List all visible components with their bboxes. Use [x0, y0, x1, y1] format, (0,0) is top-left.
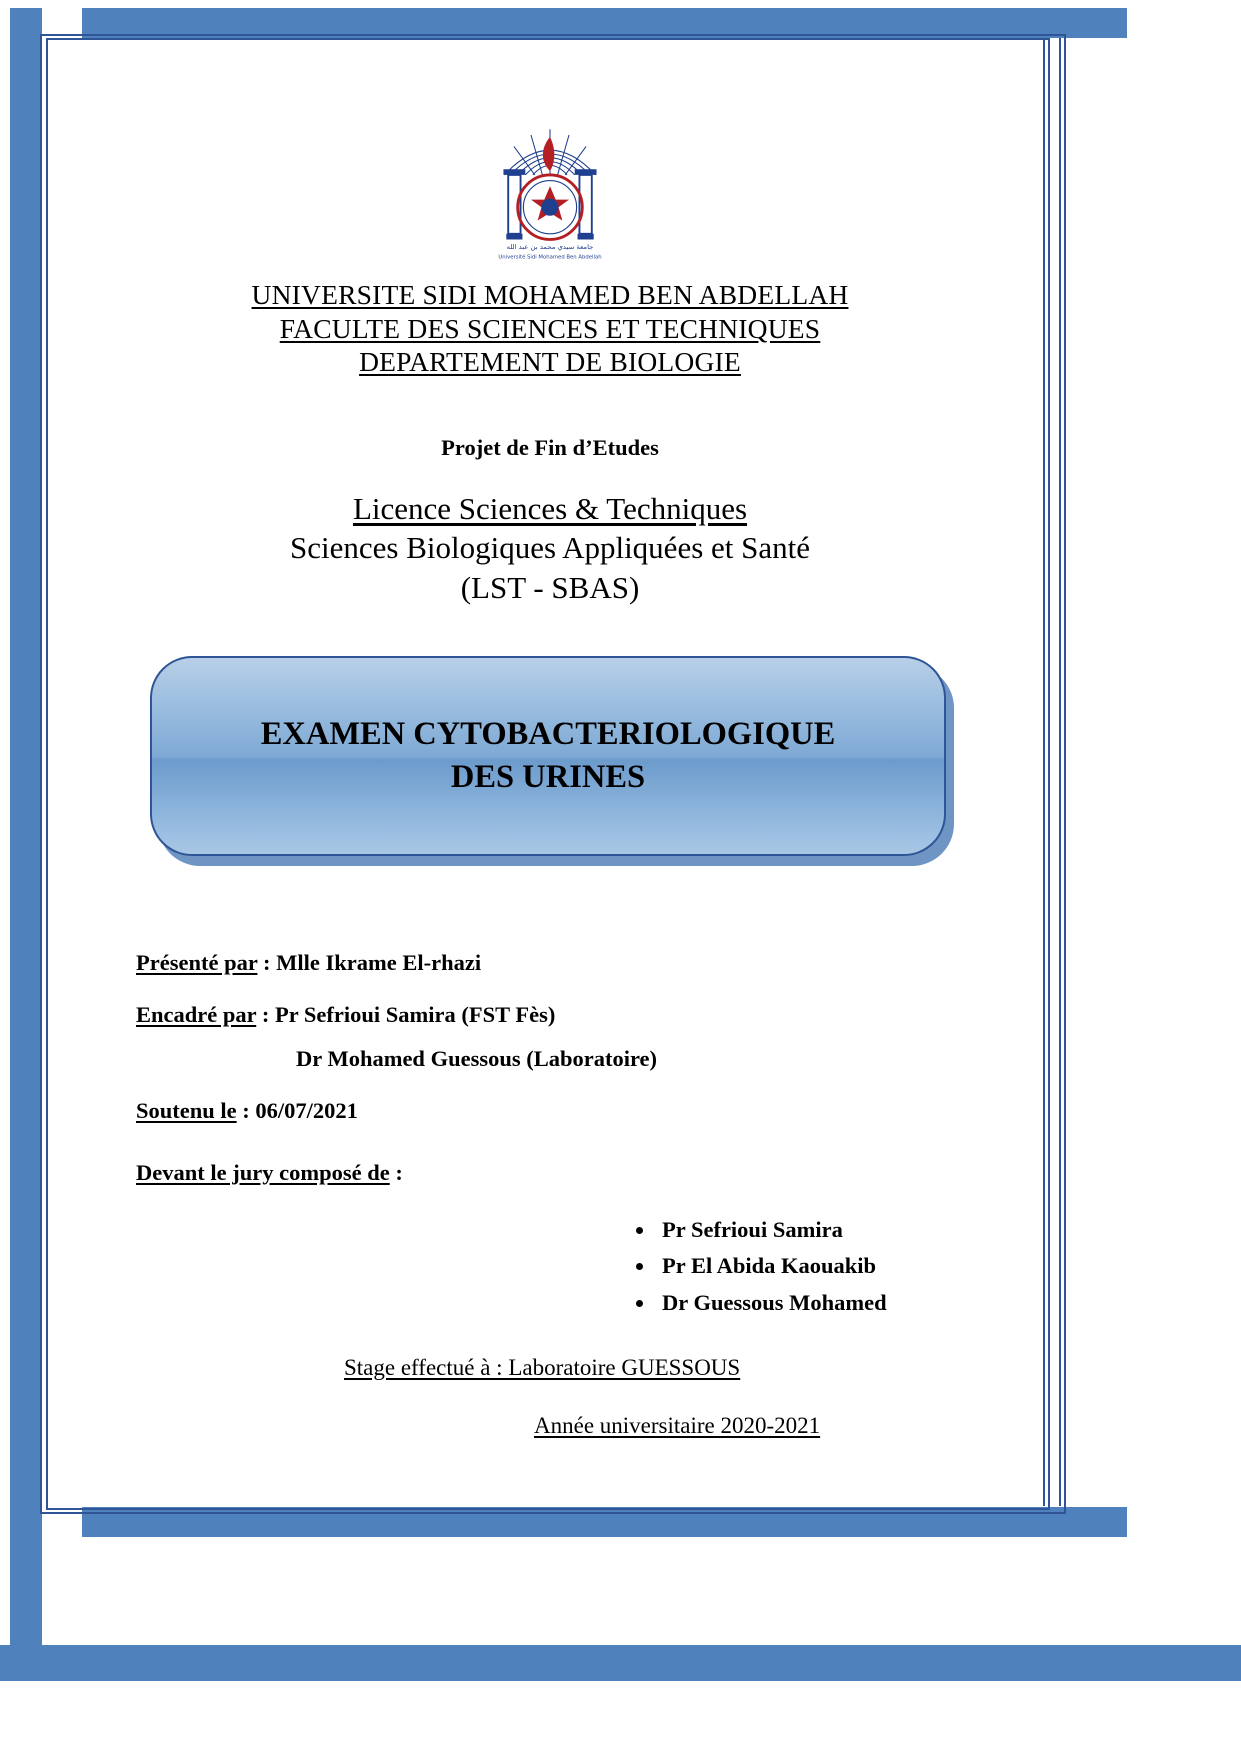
document-title [237, 713, 860, 798]
title-plaque-body [150, 656, 946, 856]
document-title-line-1: EXAMEN CYTOBACTERIOLOGIQUE [260, 716, 836, 753]
right-frame-stripe [1043, 38, 1061, 1506]
internship-text: Stage effectué à : Laboratoire GUESSOUS [344, 1354, 741, 1380]
university-line-2: FACULTE DES SCIENCES ET TECHNIQUES [279, 312, 821, 344]
supervisor-second-value: Dr Mohamed Guessous (Laboratoire) [296, 1045, 658, 1071]
degree-line-3: (LST - SBAS) [460, 569, 640, 605]
svg-text:Université Sidi Mohamed Ben Ab: Université Sidi Mohamed Ben Abdellah [498, 254, 602, 261]
defense-date-row [136, 1098, 1040, 1124]
list-item: • Pr El Abida Kaouakib [656, 1248, 1040, 1284]
university-logo-wrap [60, 116, 1040, 268]
list-item: • Dr Guessous Mohamed [656, 1285, 1040, 1321]
academic-year-text: Année universitaire 2020-2021 [534, 1412, 821, 1438]
jury-label-suffix: : [389, 1159, 403, 1185]
degree-line-1: Licence Sciences & Techniques [352, 490, 748, 526]
presented-by-row [136, 950, 1040, 976]
presented-by-label: Présenté par [136, 949, 258, 975]
university-heading [60, 278, 1040, 379]
left-blue-band [10, 8, 42, 1681]
academic-year-row [136, 1381, 1040, 1439]
jury-heading [136, 1160, 1040, 1186]
defense-date-value: : 06/07/2021 [236, 1097, 358, 1123]
details-block [60, 950, 1040, 1439]
title-plaque-wrap [60, 656, 1040, 864]
supervisor-row [136, 1002, 1040, 1028]
internship-row [136, 1321, 1040, 1381]
degree-block [60, 489, 1040, 608]
university-line-1: UNIVERSITE SIDI MOHAMED BEN ABDELLAH [251, 279, 849, 310]
bottom-blue-band-outer [0, 1645, 1241, 1681]
svg-text:جامعة سيدي محمد بن عبد الله: جامعة سيدي محمد بن عبد الله [506, 243, 594, 251]
list-item: • Pr Sefrioui Samira [656, 1212, 1040, 1248]
document-title-line-2: DES URINES [450, 758, 646, 795]
university-logo-icon [474, 116, 626, 268]
defense-date-label: Soutenu le [136, 1097, 237, 1123]
jury-label: Devant le jury composé de [136, 1159, 390, 1185]
university-line-3: DEPARTEMENT DE BIOLOGIE [359, 346, 741, 378]
jury-member-list [136, 1212, 1040, 1321]
title-plaque [150, 656, 950, 864]
supervisor-label: Encadré par [136, 1001, 257, 1027]
presented-by-value: : Mlle Ikrame El-rhazi [257, 949, 482, 975]
degree-line-2: Sciences Biologiques Appliquées et Santé [289, 530, 811, 566]
cover-page-content [60, 50, 1040, 1439]
supervisor-value: : Pr Sefrioui Samira (FST Fès) [256, 1001, 556, 1027]
project-label: Projet de Fin d’Etudes [441, 434, 659, 460]
